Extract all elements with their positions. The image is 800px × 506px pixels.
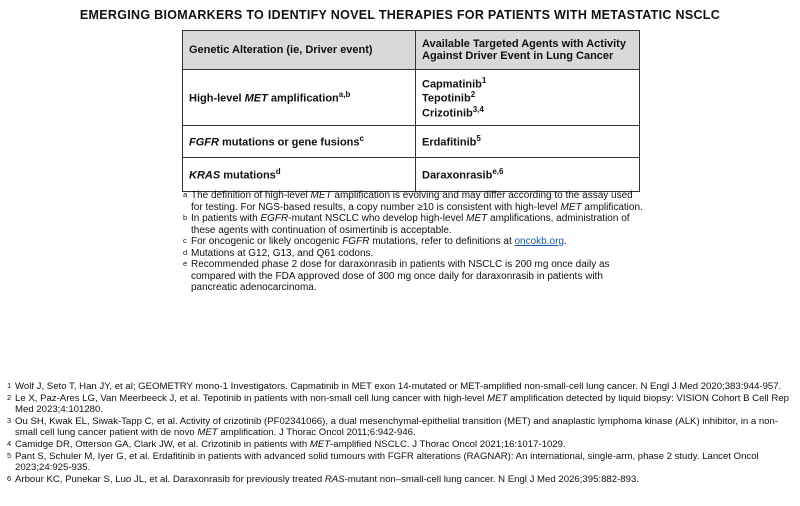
footnote-c: c For oncogenic or likely oncogenic FGFR mutations, refer to definitions at oncokb.org.: [183, 236, 567, 247]
page-title: EMERGING BIOMARKERS TO IDENTIFY NOVEL THERAPIES FOR PATIENTS WITH METASTATIC NSCLC: [79, 8, 721, 22]
gene-name: FGFR: [189, 136, 219, 149]
reference-3: 3 Ou SH, Kwak EL, Siwak-Tapp C, et al. Activity of crizotinib (PF02341066), a dual mesenchymal-epithelial transition (MET) and anaplastic lymphoma kinase (ALK) inhibitor, in a non-small cell lung cancer patient with de novo MET amplification. J Thorac Oncol 2011;6:942-946.: [7, 416, 779, 438]
agent-name: Crizotinib$^{3,4}$: [422, 104, 484, 120]
agent-name: Daraxonrasib$^{e,6}$: [422, 167, 504, 182]
reference-4: 4 Camidge DR, Otterson GA, Clark JW, et al. Crizotinib in patients with MET-amplified NSCLC. J Thorac Oncol 2021;16:1017-1029.: [7, 439, 566, 450]
genetic-alteration-cell: High-level MET amplification$^{a,b}$: [183, 70, 416, 126]
table-row: [183, 158, 640, 192]
gene-name: KRAS: [189, 169, 221, 182]
footnote-d: d Mutations at G12, G13, and Q61 codons.: [183, 247, 374, 259]
genetic-alteration-cell: KRAS mutations$^d$: [183, 158, 416, 192]
reference-2: 2 Le X, Paz-Ares LG, Van Meerbeeck J, et al. Tepotinib in patients with non-small cell lung cancer with high-level MET amplification detected by liquid biopsy: VISION Cohort B Cell Rep Med 2023;4:101280.: [7, 393, 789, 415]
footnote-marker: d: [275, 167, 281, 177]
gene-name: MET: [244, 92, 268, 105]
reference-5: 5 Pant S, Schuler M, Iyer G, et al. Erdafitinib in patients with advanced solid tumours with FGFR alterations (RAGNAR): An international, single-arm, phase 2 study. Lancet Oncol 2023;24:925-935.: [7, 451, 759, 473]
references: [7, 381, 797, 486]
footnote-marker: c: [359, 134, 364, 144]
oncokb-link[interactable]: oncokb.org: [514, 236, 564, 247]
table-row: [183, 126, 640, 158]
targeted-agents-cell: [416, 126, 640, 158]
footnotes: [183, 190, 643, 294]
reference-1: 1 Wolf J, Seto T, Han JY, et al; GEOMETRY mono-1 Investigators. Capmatinib in MET exon 14-mutated or MET-amplified non-small-cell lung cancer. N Engl J Med 2020;383:944-957.: [7, 381, 782, 392]
table-row: [183, 70, 640, 126]
agent-name: Capmatinib$^1$: [422, 75, 487, 91]
footnote-marker: a,b: [338, 90, 351, 100]
targeted-agents-cell: [416, 70, 640, 126]
agent-name: Erdafitinib$^5$: [422, 134, 481, 149]
table-header-row: [183, 31, 640, 70]
footnote-a: a The definition of high-level MET amplification is evolving and may differ according to the assay used for testing. For NGS-based results, a copy number ≥10 is consistent with high-level MET amplification.: [183, 190, 643, 213]
biomarker-table: [182, 30, 640, 192]
genetic-alteration-cell: FGFR mutations or gene fusions$^c$: [183, 126, 416, 158]
column-header-genetic-alteration: Genetic Alteration (ie, Driver event): [183, 31, 416, 70]
targeted-agents-cell: [416, 158, 640, 192]
reference-6: 6 Arbour KC, Punekar S, Luo JL, et al. Daraxonrasib for previously treated RAS-mutant non–small-cell lung cancer. N Engl J Med 2026;395:882-893.: [7, 474, 639, 485]
footnote-b: b In patients with EGFR-mutant NSCLC who develop high-level MET amplifications, administration of these agents with continuation of osimertinib is acceptable.: [183, 213, 630, 236]
agent-name: Tepotinib$^2$: [422, 90, 476, 105]
footnote-e: e Recommended phase 2 dose for daraxonrasib in patients with NSCLC is 200 mg once daily as compared with the FDA approved dose of 300 mg once daily for daraxonrasib in patients with pancreatic adenocarcinoma.: [183, 259, 610, 293]
column-header-targeted-agents: Available Targeted Agents with Activity Against Driver Event in Lung Cancer: [416, 31, 640, 70]
